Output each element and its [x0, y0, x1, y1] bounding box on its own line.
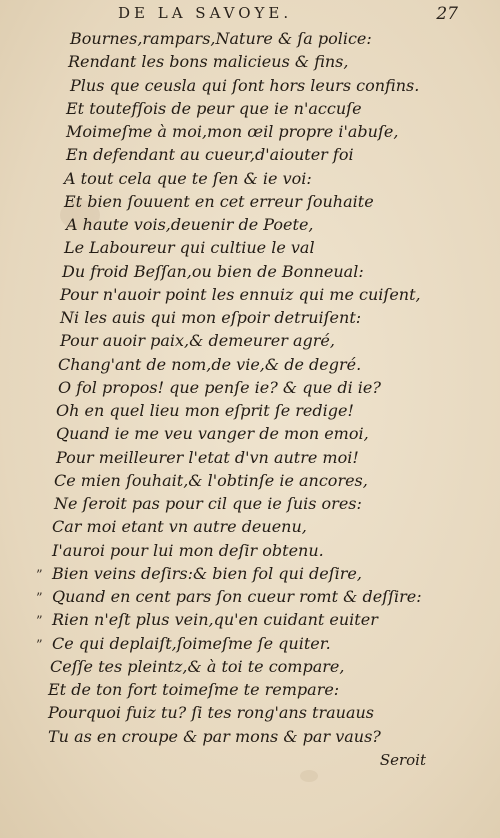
verse-line: [36, 611, 378, 631]
verse-line: [52, 518, 307, 536]
verse-line: [60, 309, 361, 327]
running-title: DE LA SAVOYE.: [118, 4, 293, 22]
verse-text: Chang'ant de nom,de vie,& de degré.: [58, 354, 362, 374]
verse-line: [70, 77, 419, 95]
verse-line: [66, 146, 354, 164]
verse-line: [36, 565, 362, 585]
verse-text: Pourquoi fuiz tu? ſi tes rong'ans trauaus: [48, 703, 375, 723]
verse-line: [48, 681, 339, 699]
verse-line: [60, 286, 421, 304]
verse-text: Ce qui deplaiſt,ſoimeſme ſe quiter.: [52, 633, 331, 653]
verse-text: Pour auoir paix,& demeurer agré,: [60, 331, 335, 351]
verse-line: [56, 425, 369, 443]
verse-line: [54, 495, 362, 513]
verse-text: Ne ſeroit pas pour cil que ie ſuis ores:: [54, 494, 362, 513]
verse-text: Bien veins deſirs:& bien fol qui deſire,: [52, 563, 362, 583]
verse-line: [36, 635, 331, 655]
verse-text: Quand en cent pars ſon cueur romt & deſſire:: [52, 587, 422, 606]
verse-text: En defendant au cueur,d'aiouter foi: [66, 145, 354, 165]
paper-stain: [300, 770, 318, 782]
verse-text: Pour n'auoir point les ennuiz qui me cuiſent,: [60, 284, 421, 304]
verse-line: [66, 216, 314, 234]
verse-line: [52, 542, 324, 560]
verse-text: Quand ie me veu vanger de mon emoi,: [56, 424, 369, 444]
verse-line: [64, 239, 315, 257]
verse-line: [64, 193, 374, 211]
verse-text: O fol propos! que penſe ie? & que di ie?: [58, 377, 381, 397]
verse-line: [48, 728, 381, 746]
quotation-mark: ”: [36, 614, 43, 630]
page-number: 27: [436, 4, 458, 24]
verse-text: Car moi etant vn autre deuenu,: [52, 517, 307, 537]
verse-text: Tu as en croupe & par mons & par vaus?: [48, 726, 381, 746]
verse-line: [70, 30, 372, 48]
verse-line: [66, 100, 362, 118]
verse-text: Pour meilleurer l'etat d'vn autre moi!: [56, 447, 359, 467]
verse-text: Rien n'eſt plus vein,qu'en cuidant euiter: [52, 610, 378, 630]
verse-line: [36, 588, 422, 608]
verse-line: [62, 263, 364, 281]
verse-text: Et de ton fort toimeſme te rempare:: [48, 680, 340, 699]
verse-line: [56, 449, 359, 467]
quotation-mark: ”: [36, 637, 43, 653]
catchword: Seroit: [379, 751, 426, 769]
verse-text: Bournes,rampars,Nature & ſa police:: [70, 29, 372, 48]
verse-line: [56, 402, 354, 420]
verse-line: [60, 332, 335, 350]
verse-text: A haute vois,deuenir de Poete,: [66, 215, 314, 234]
verse-line: [50, 658, 344, 676]
verse-text: A tout cela que te ſen & ie voi:: [64, 168, 312, 188]
quotation-mark: ”: [36, 591, 43, 606]
verse-text: Et toutefſois de peur que ie n'accuſe: [66, 98, 362, 118]
verse-text: Oh en quel lieu mon eſprit ſe redige!: [56, 401, 354, 420]
verse-text: Ni les auis qui mon eſpoir detruiſent:: [60, 308, 362, 327]
verse-text: Ceſſe tes pleintz,& à toi te compare,: [50, 656, 345, 676]
page-header: [0, 4, 500, 28]
verse-text: Moimeſme à moi,mon œil propre i'abuſe,: [66, 122, 399, 141]
verse-line: [58, 356, 361, 374]
quotation-mark: ”: [36, 567, 43, 583]
verse-text: Et bien ſouuent en cet erreur ſouhaite: [64, 191, 374, 211]
verse-text: Ce mien ſouhait,& l'obtinſe ie ancores,: [54, 470, 368, 490]
verse-text: Plus que ceusla qui ſont hors leurs confins.: [70, 75, 420, 95]
verse-text: Le Laboureur qui cultiue le val: [64, 238, 315, 258]
verse-text: I'auroi pour lui mon deſir obtenu.: [52, 540, 324, 560]
verse-line: [68, 53, 348, 71]
verse-line: [66, 123, 398, 141]
verse-text: Du froid Beſſan,ou bien de Bonneual:: [62, 261, 364, 281]
verse-line: [54, 472, 368, 490]
verse-line: [48, 704, 374, 722]
verse-line: [58, 379, 381, 397]
verse-text: Rendant les bons malicieus & fins,: [68, 52, 349, 72]
verse-line: [64, 170, 312, 188]
